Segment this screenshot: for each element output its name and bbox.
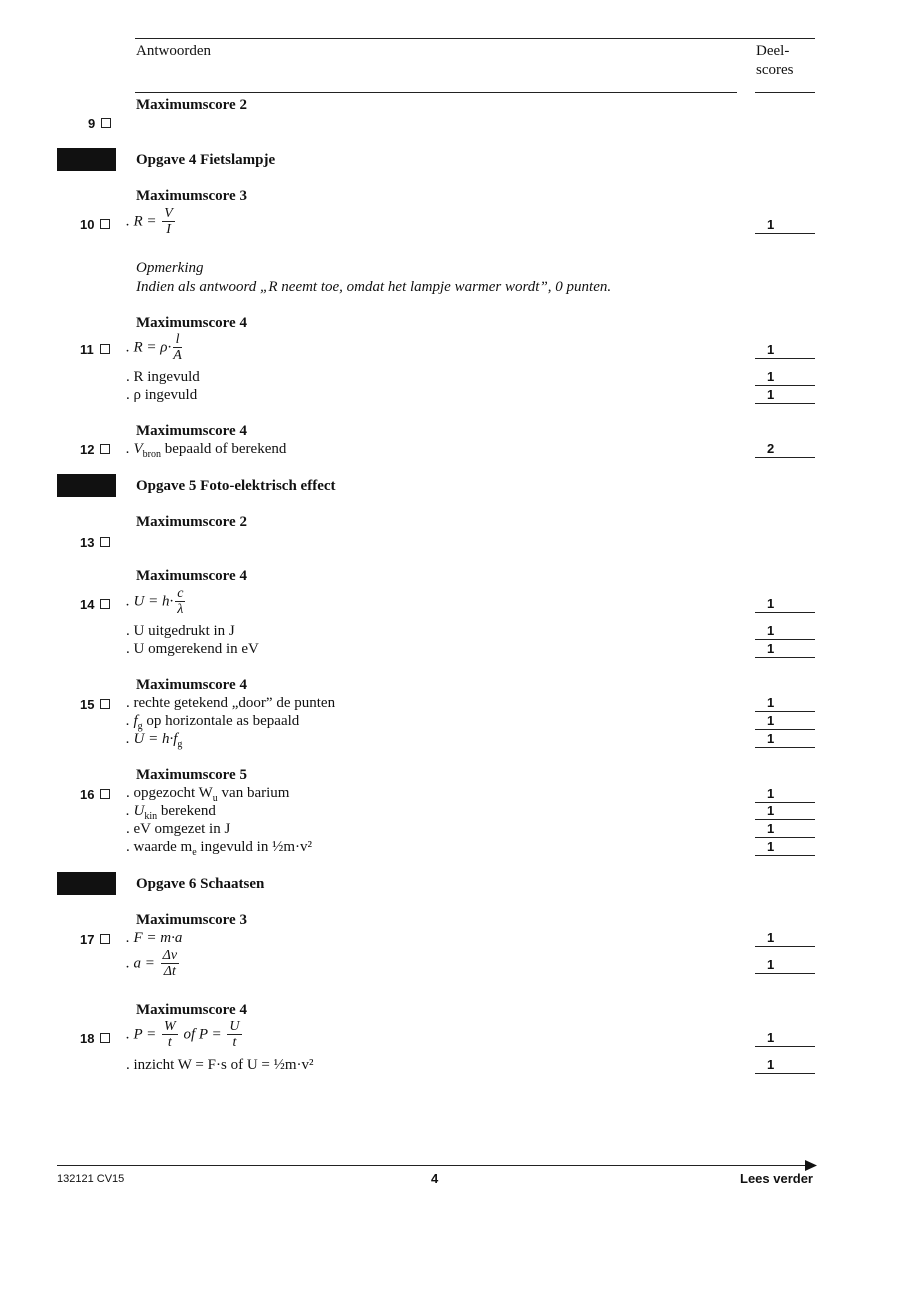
opgave6-title: Opgave 6 Schaatsen [136, 876, 265, 892]
q16-score-2: 1 [755, 803, 815, 820]
header-deel: Deel- [756, 43, 790, 59]
checkbox-icon [100, 344, 110, 354]
q14-line2: . U uitgedrukt in J [126, 623, 235, 639]
q16-line3: . eV omgezet in J [126, 821, 231, 837]
q10-score: 1 [755, 217, 815, 234]
q15-line2: . $f_g$ op horizontale as bepaald [126, 713, 300, 732]
checkbox-icon [100, 444, 110, 454]
checkbox-icon [100, 934, 110, 944]
header-scores: scores [756, 62, 794, 78]
q17-maxscore: Maximumscore 3 [136, 912, 247, 928]
q11-score-3: 1 [755, 387, 815, 404]
q10-maxscore: Maximumscore 3 [136, 188, 247, 204]
q14-number: 14 [80, 597, 110, 612]
q12-maxscore: Maximumscore 4 [136, 423, 247, 439]
checkbox-icon [100, 537, 110, 547]
q15-score-2: 1 [755, 713, 815, 730]
q18-number: 18 [80, 1031, 110, 1046]
q12-line1: . $V_{bron}$ bepaald of berekend [126, 441, 287, 460]
q16-score-3: 1 [755, 821, 815, 838]
header-antwoorden: Antwoorden [136, 43, 211, 59]
q14-maxscore: Maximumscore 4 [136, 568, 247, 584]
q16-line2: . $U_{kin}$ berekend [126, 803, 216, 822]
q16-maxscore: Maximumscore 5 [136, 767, 247, 783]
q18-line2: . inzicht W = F·s of U = ½m·v² [126, 1057, 314, 1073]
checkbox-icon [100, 1033, 110, 1043]
q17-line1: . F = m·a [126, 930, 183, 946]
q10-remark-title: Opmerking [136, 260, 204, 276]
q16-score-4: 1 [755, 839, 815, 856]
q11-number: 11 [80, 342, 110, 357]
header-rule-right [755, 92, 815, 93]
q15-line1: . rechte getekend „door” de punten [126, 695, 336, 711]
q15-score-3: 1 [755, 731, 815, 748]
q18-equation: . P = $\frac{W}{t}$ of P = $\frac{U}{t}$ [126, 1019, 240, 1050]
q15-score-1: 1 [755, 695, 815, 712]
q11-line2: . R ingevuld [126, 369, 200, 385]
q14-score-3: 1 [755, 641, 815, 658]
opgave4-title: Opgave 4 Fietslampje [136, 152, 276, 168]
q15-line3: . $U = h\cdot f_g$ [126, 731, 183, 750]
q13-maxscore: Maximumscore 2 [136, 514, 247, 530]
q12-score: 2 [755, 441, 815, 458]
q16-score-1: 1 [755, 786, 815, 803]
footer-page-number: 4 [431, 1171, 439, 1186]
checkbox-icon [100, 699, 110, 709]
q14-score-1: 1 [755, 596, 815, 613]
q17-score-1: 1 [755, 930, 815, 947]
q18-maxscore: Maximumscore 4 [136, 1002, 247, 1018]
q11-line3: . ρ ingevuld [126, 387, 198, 403]
q15-number: 15 [80, 697, 110, 712]
checkbox-icon [100, 789, 110, 799]
q16-line1: . opgezocht $W_u$ van barium [126, 785, 290, 804]
q11-fraction: $\frac{l}{A}$ [173, 332, 182, 363]
q16-number: 16 [80, 787, 110, 802]
q9-number: 9 [88, 116, 111, 131]
arrow-right-icon [805, 1160, 817, 1171]
q10-equation: . R = $\frac{V}{I}$ [126, 206, 173, 237]
section-marker-bar [57, 474, 116, 497]
q18-score-1: 1 [755, 1030, 815, 1047]
q18-score-2: 1 [755, 1057, 815, 1074]
q14-score-2: 1 [755, 623, 815, 640]
section-marker-bar [57, 148, 116, 171]
header-rule-left [135, 92, 737, 93]
q17-number: 17 [80, 932, 110, 947]
checkbox-icon [101, 118, 111, 128]
q11-score-1: 1 [755, 342, 815, 359]
q14-line3: . U omgerekend in eV [126, 641, 259, 657]
q11-equation: . R = ρ· $\frac{l}{A}$ [126, 332, 182, 363]
q17-equation: . a = $\frac{\Delta v}{\Delta t}$ [126, 948, 178, 979]
checkbox-icon [100, 599, 110, 609]
q14-equation: . U = h· $\frac{c}{\lambda}$ [126, 586, 184, 617]
q10-remark: Indien als antwoord „R neemt toe, omdat het lampje warmer wordt”, 0 punten. [136, 279, 612, 295]
top-rule [135, 38, 815, 39]
checkbox-icon [100, 219, 110, 229]
q12-number: 12 [80, 442, 110, 457]
q18-fraction-2: $\frac{U}{t}$ [229, 1019, 240, 1050]
q17-fraction: $\frac{\Delta v}{\Delta t}$ [162, 948, 178, 979]
q16-line4: . waarde $m_e$ ingevuld in ½m·v² [126, 839, 312, 858]
footer-rule [57, 1165, 807, 1166]
q18-fraction-1: $\frac{W}{t}$ [164, 1019, 176, 1050]
q11-score-2: 1 [755, 369, 815, 386]
q15-maxscore: Maximumscore 4 [136, 677, 247, 693]
section-marker-bar [57, 872, 116, 895]
q10-fraction: $\frac{V}{I}$ [164, 206, 173, 237]
footer-code: 132121 CV15 [57, 1173, 125, 1185]
q14-fraction: $\frac{c}{\lambda}$ [177, 586, 184, 617]
q11-maxscore: Maximumscore 4 [136, 315, 247, 331]
q10-number: 10 [80, 217, 110, 232]
opgave5-title: Opgave 5 Foto-elektrisch effect [136, 478, 336, 494]
q13-number: 13 [80, 535, 110, 550]
q17-score-2: 1 [755, 957, 815, 974]
footer-lees-verder: Lees verder [740, 1171, 813, 1186]
q9-maxscore: Maximumscore 2 [136, 97, 247, 113]
